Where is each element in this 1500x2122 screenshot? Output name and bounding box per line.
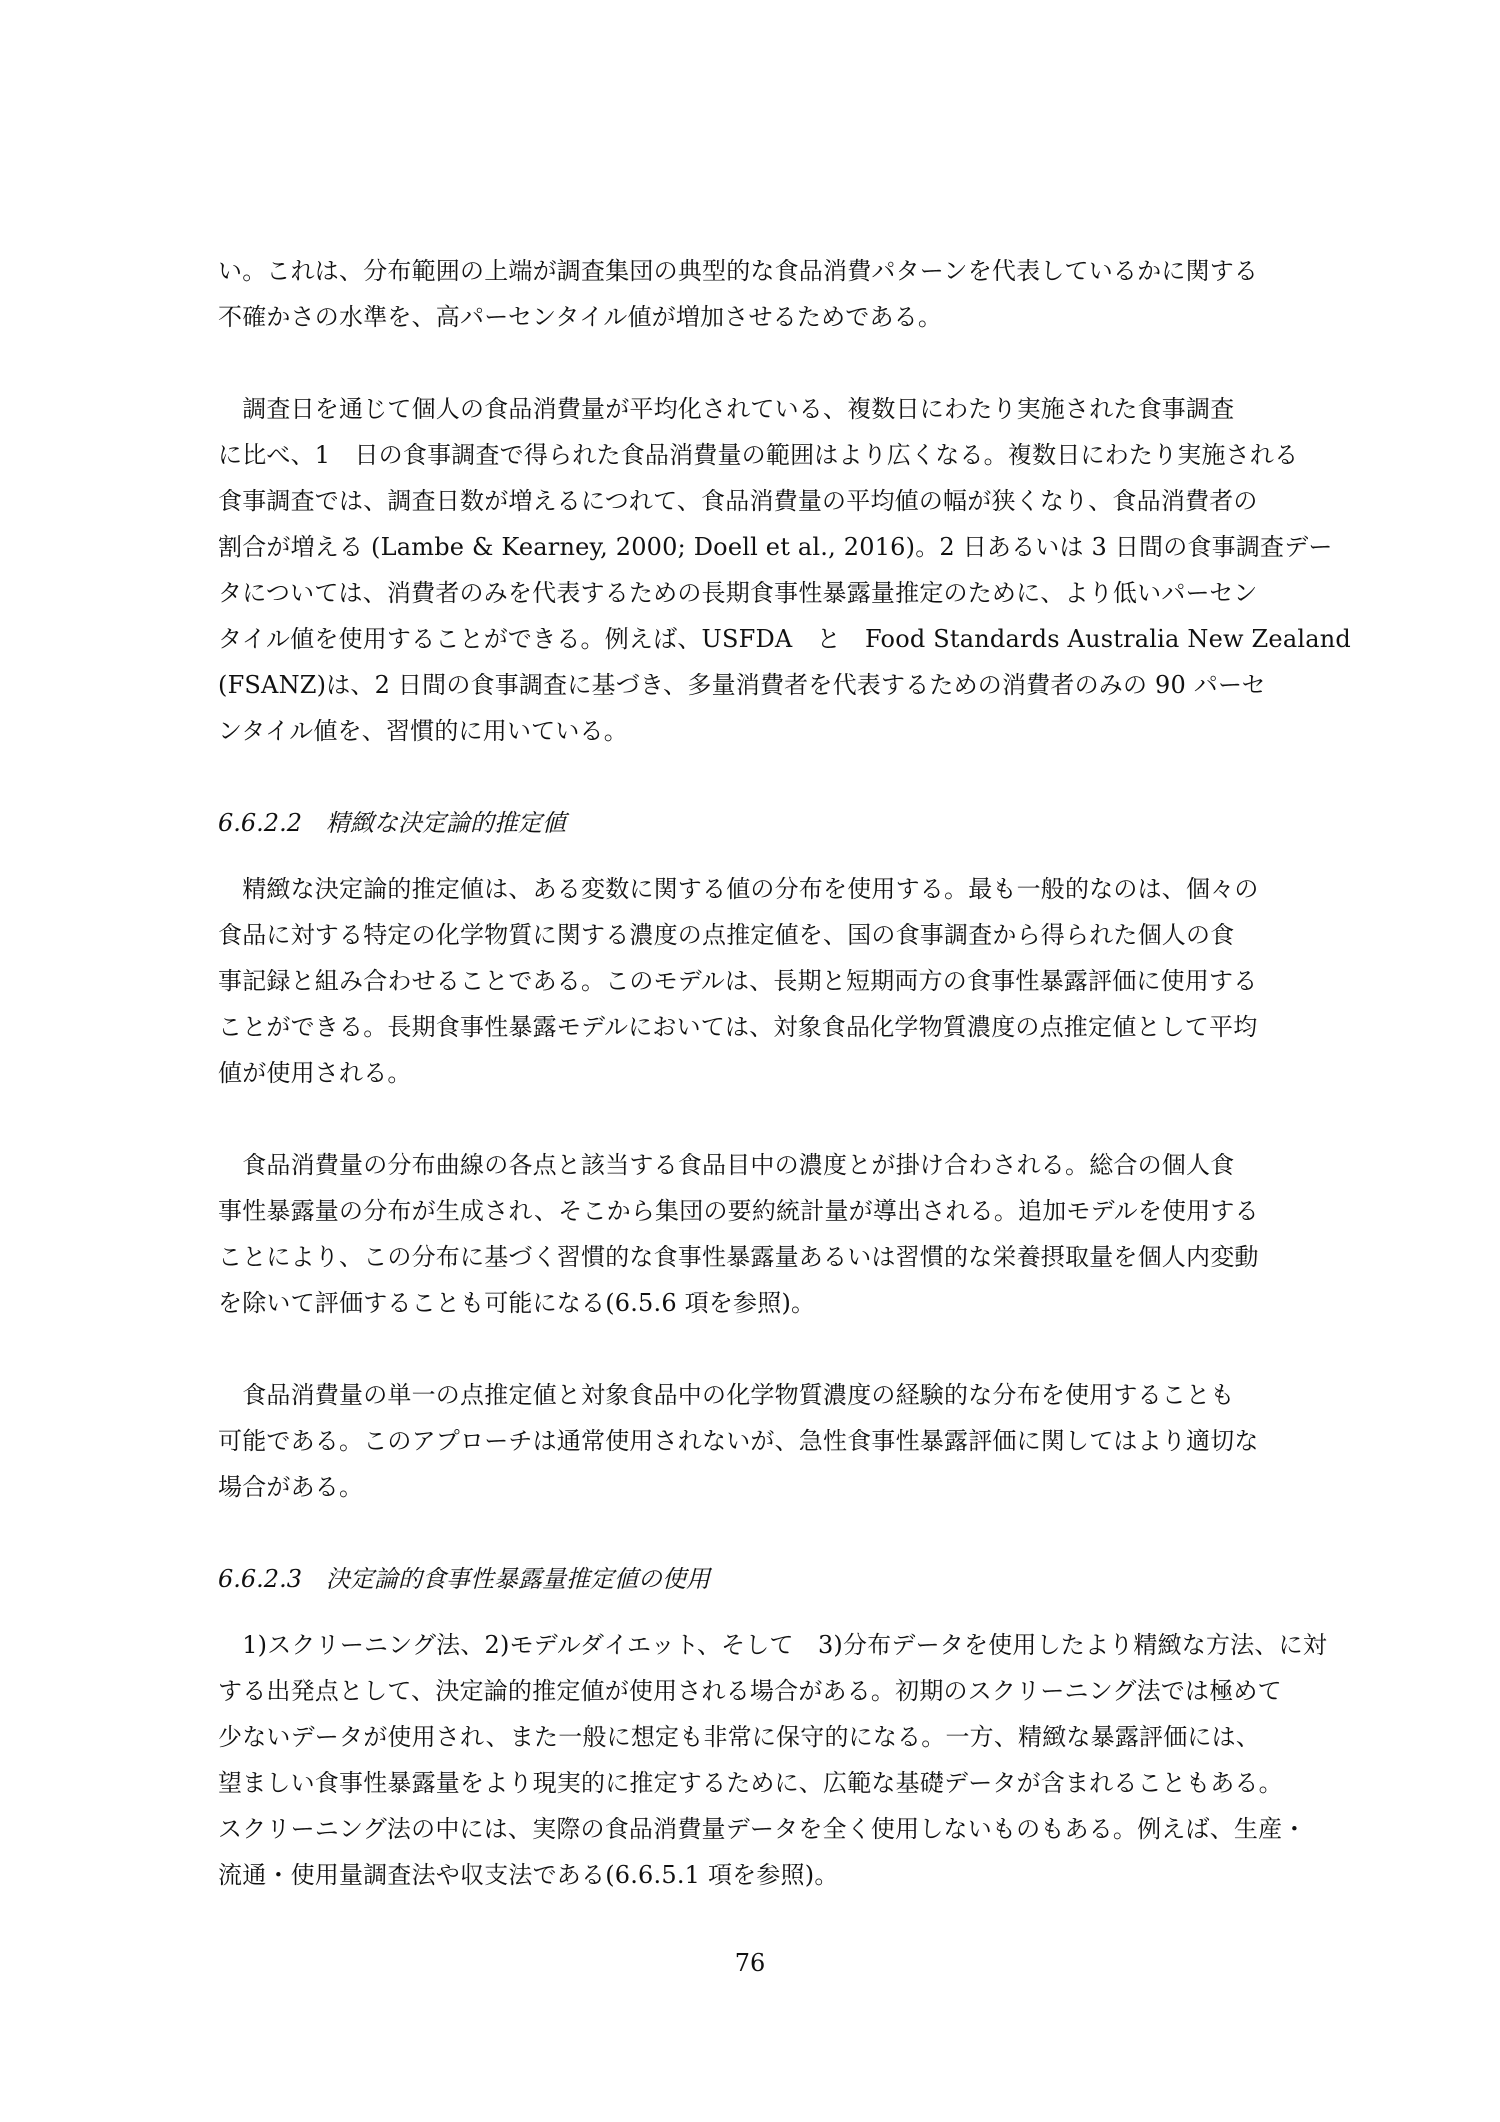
paragraph-distribution-curve	[218, 1142, 1298, 1326]
paragraph-gap	[218, 754, 1298, 800]
text-line: 食品に対する特定の化学物質に関する濃度の点推定値を、国の食事調査から得られた個人の食	[218, 921, 1235, 949]
text-line: ことができる。長期食事性暴露モデルにおいては、対象食品化学物質濃度の点推定値として平均	[218, 1013, 1258, 1041]
text-line: タイル値を使用することができる。例えば、USFDA と Food Standards Australia New Zealand	[218, 625, 1351, 653]
paragraph-gap	[218, 1602, 1298, 1622]
text-line: い。これは、分布範囲の上端が調査集団の典型的な食品消費パターンを代表しているかに関する	[218, 257, 1259, 285]
text-line: 精緻な決定論的推定値は、ある変数に関する値の分布を使用する。最も一般的なのは、個々の	[218, 875, 1259, 903]
paragraph-gap	[218, 340, 1298, 386]
text-line: スクリーニング法の中には、実際の食品消費量データを全く使用しないものもある。例えば、生産・	[218, 1815, 1307, 1843]
text-line: 値が使用される。	[218, 1059, 412, 1087]
text-line: 不確かさの水準を、高パーセンタイル値が増加させるためである。	[218, 303, 943, 331]
text-line: (FSANZ)は、2 日間の食事調査に基づき、多量消費者を代表するための消費者のみの 90 パーセ	[218, 671, 1266, 699]
page-number: 76	[734, 1949, 766, 1977]
paragraph-continuation	[218, 248, 1298, 340]
text-line: 事性暴露量の分布が生成され、そこから集団の要約統計量が導出される。追加モデルを使用する	[218, 1197, 1259, 1225]
text-line: 流通・使用量調査法や収支法である(6.6.5.1 項を参照)。	[218, 1861, 839, 1889]
text-line: ンタイル値を、習慣的に用いている。	[218, 717, 628, 745]
text-line: に比べ、1 日の食事調査で得られた食品消費量の範囲はより広くなる。複数日にわたり実施される	[218, 441, 1299, 469]
paragraph-survey-days	[218, 386, 1351, 754]
paragraph-single-point	[218, 1372, 1298, 1510]
text-line: 少ないデータが使用され、また一般に想定も非常に保守的になる。一方、精緻な暴露評価には、	[218, 1723, 1261, 1751]
text-line: 割合が増える (Lambe & Kearney, 2000; Doell et al., 2016)。2 日あるいは 3 日間の食事調査デー	[218, 533, 1333, 561]
text-line: 食事調査では、調査日数が増えるにつれて、食品消費量の平均値の幅が狭くなり、食品消費者の	[218, 487, 1258, 515]
section-heading-6-6-2-2: 6.6.2.2 精緻な決定論的推定値	[218, 809, 566, 837]
paragraph-gap	[218, 1096, 1298, 1142]
paragraph-refined-estimate	[218, 866, 1298, 1096]
text-line: 場合がある。	[218, 1473, 364, 1501]
text-line: 食品消費量の分布曲線の各点と該当する食品目中の濃度とが掛け合わされる。総合の個人食	[218, 1151, 1235, 1179]
paragraph-gap	[218, 1510, 1298, 1556]
text-line: 食品消費量の単一の点推定値と対象食品中の化学物質濃度の経験的な分布を使用することも	[218, 1381, 1235, 1409]
text-line: 望ましい食事性暴露量をより現実的に推定するために、広範な基礎データが含まれることもある。	[218, 1769, 1283, 1797]
text-line: タについては、消費者のみを代表するための長期食事性暴露量推定のために、より低いパーセン	[218, 579, 1258, 607]
text-line: する出発点として、決定論的推定値が使用される場合がある。初期のスクリーニング法では極めて	[218, 1677, 1282, 1705]
section-heading-6-6-2-3: 6.6.2.3 決定論的食事性暴露量推定値の使用	[218, 1565, 710, 1593]
text-line: 1)スクリーニング法、2)モデルダイエット、そして 3)分布データを使用したより精緻な方法、に対	[218, 1631, 1327, 1659]
text-line: 調査日を通じて個人の食品消費量が平均化されている、複数日にわたり実施された食事調査	[218, 395, 1235, 423]
paragraph-gap	[218, 1326, 1298, 1372]
paragraph-deterministic-use	[218, 1622, 1327, 1898]
page-content	[218, 248, 1351, 1898]
text-line: 事記録と組み合わせることである。このモデルは、長期と短期両方の食事性暴露評価に使用する	[218, 967, 1258, 995]
text-line: ことにより、この分布に基づく習慣的な食事性暴露量あるいは習慣的な栄養摂取量を個人内変動	[218, 1243, 1259, 1271]
paragraph-gap	[218, 846, 1298, 866]
text-line: を除いて評価することも可能になる(6.5.6 項を参照)。	[218, 1289, 816, 1317]
text-line: 可能である。このアプローチは通常使用されないが、急性食事性暴露評価に関してはより適切な	[218, 1427, 1259, 1455]
